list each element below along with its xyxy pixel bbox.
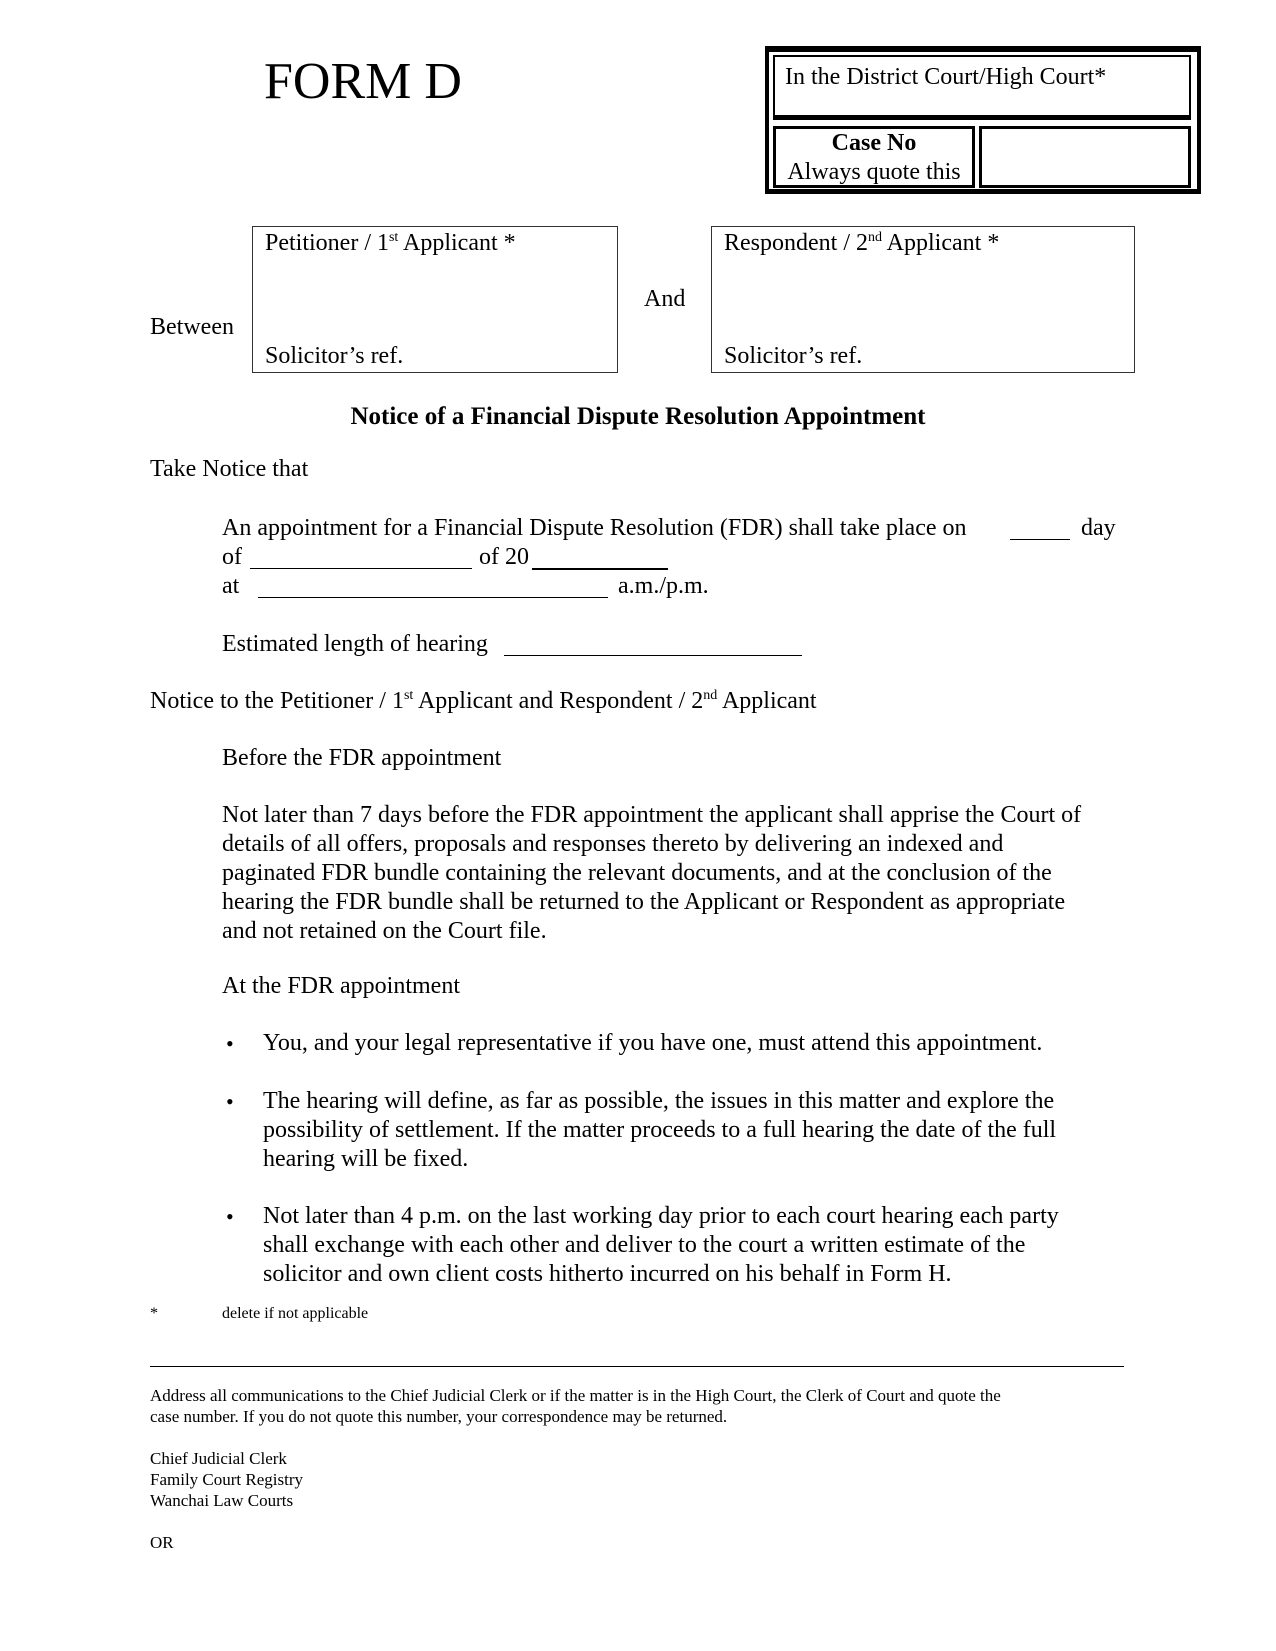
at-fdr-heading: At the FDR appointment: [222, 973, 460, 999]
court-label: In the District Court/High Court*: [785, 64, 1107, 90]
at-label: at: [222, 573, 240, 599]
and-label: And: [644, 286, 686, 312]
case-no-note: Always quote this: [787, 159, 961, 185]
of-20-label: of 20: [479, 544, 529, 570]
notice-to-parties-heading: Notice to the Petitioner / 1st Applicant and Respondent / 2nd Applicant: [150, 688, 817, 714]
bullet-item-costs: Not later than 4 p.m. on the last working day prior to each court hearing each party shall exchange with each other and deliver to the court a written estimate of the solicitor and own client costs hitherto incurred on his behalf in Form H.: [263, 1203, 1059, 1287]
day-blank[interactable]: [1010, 515, 1070, 540]
petitioner-box[interactable]: [252, 226, 618, 373]
notice-heading: Notice of a Financial Dispute Resolution Appointment: [350, 403, 926, 430]
footnote-text: delete if not applicable: [222, 1305, 369, 1322]
day-label: day: [1081, 515, 1116, 541]
year-blank[interactable]: [532, 544, 668, 570]
case-number-field[interactable]: [979, 126, 1191, 188]
petitioner-heading: Petitioner / 1st Applicant *: [265, 230, 516, 256]
bullet-item-attend: You, and your legal representative if you have one, must attend this appointment.: [263, 1030, 1043, 1056]
before-fdr-paragraph: Not later than 7 days before the FDR appointment the applicant shall apprise the Court of details of all offers, proposals and responses thereto by delivering an indexed and paginated FDR bundle containing the relevant documents, and at the conclusion of the hearing the FDR bundle shall be returned to the Applicant or Respondent as appropriate and not retained on the Court file.: [222, 802, 1082, 944]
month-blank[interactable]: [250, 544, 472, 569]
respondent-box[interactable]: [711, 226, 1135, 373]
estimated-length-label: Estimated length of hearing: [222, 631, 488, 657]
footnote-marker: *: [150, 1305, 158, 1322]
respondent-heading: Respondent / 2nd Applicant *: [724, 230, 1000, 256]
or-label: OR: [150, 1533, 174, 1552]
bullet-item-hearing: The hearing will define, as far as possible, the issues in this matter and explore the possibility of settlement. If the matter proceeds to a full hearing the date of the full hearing will be fixed.: [263, 1088, 1057, 1172]
form-title: FORM D: [264, 53, 462, 110]
court-name-cell: [773, 55, 1191, 120]
estimated-length-blank[interactable]: [504, 631, 802, 656]
footer-divider: [150, 1366, 1124, 1367]
appointment-line-1: An appointment for a Financial Dispute Resolution (FDR) shall take place on: [222, 515, 967, 541]
registry-address: Chief Judicial Clerk Family Court Registry Wanchai Law Courts: [150, 1449, 303, 1510]
before-fdr-heading: Before the FDR appointment: [222, 745, 502, 771]
petitioner-solicitor-ref-label: Solicitor’s ref.: [265, 343, 404, 369]
time-blank[interactable]: [258, 573, 608, 598]
respondent-solicitor-ref-label: Solicitor’s ref.: [724, 343, 863, 369]
of-label: of: [222, 544, 242, 570]
bullet-marker: •: [226, 1031, 234, 1056]
bullet-marker: •: [226, 1204, 234, 1229]
am-pm-label: a.m./p.m.: [618, 573, 709, 599]
court-info-box: [765, 46, 1201, 194]
case-no-label: Case No: [831, 130, 917, 156]
between-label: Between: [150, 314, 234, 340]
bullet-marker: •: [226, 1089, 234, 1114]
address-instructions: Address all communications to the Chief Judicial Clerk or if the matter is in the High Court, the Clerk of Court and quote the case number. If you do not quote this number, your correspondence may be returned.: [150, 1386, 1001, 1426]
case-number-label-cell: [773, 126, 975, 188]
take-notice-label: Take Notice that: [150, 456, 309, 482]
